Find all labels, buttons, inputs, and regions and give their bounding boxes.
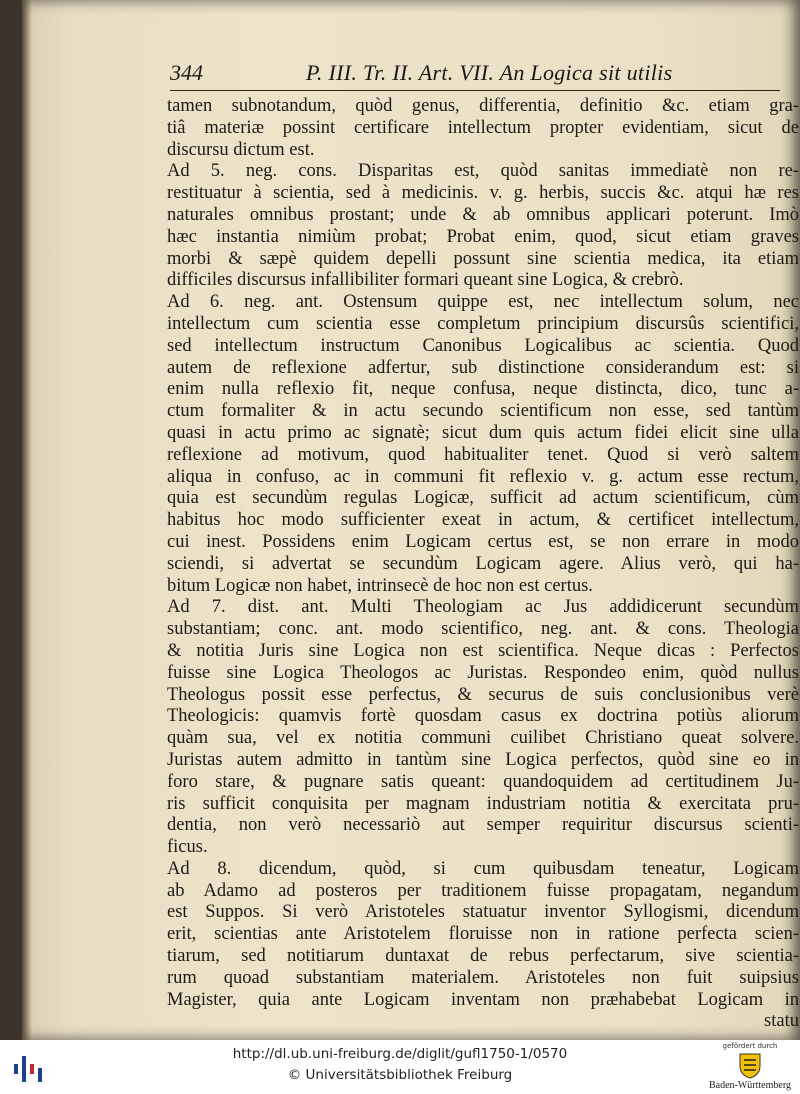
text-line: enim nulla reflexio fit, neque confusa, neque distincta, dico, tunc a- bbox=[167, 379, 799, 400]
text-line: dentia, non verò necessariò aut semper requiritur discursus scienti- bbox=[167, 815, 799, 836]
text-line: bitum Logicæ non habet, intrinsecè de hoc non est certus. bbox=[167, 575, 593, 596]
text-line: erit, scientias ante Aristotelem floruisse non in ratione perfecta scien- bbox=[167, 924, 799, 945]
text-line: hæc instantia nimiùm probat; Probat enim, quod, sicut etiam graves bbox=[167, 226, 799, 247]
text-line: statu bbox=[764, 1011, 799, 1032]
text-line: ris sufficit conquisita per magnam industriam notitia & exercitata pru- bbox=[167, 793, 799, 814]
running-head: P. III. Tr. II. Art. VII. An Logica sit utilis bbox=[306, 60, 673, 85]
text-line: Ad 5. neg. cons. Disparitas est, quòd sanitas immediatè non re- bbox=[167, 161, 799, 182]
text-line: tiarum, sed notitiarum duntaxat de rebus perfectarum, sive scientia- bbox=[167, 946, 799, 967]
coat-of-arms-icon bbox=[738, 1052, 762, 1079]
text-line: morbi & sæpè quidem depelli possunt sine scientia medica, ita etiam bbox=[167, 248, 799, 269]
text-line: sed intellectum instructum Canonibus Logicalibus ac scientia. Quod bbox=[167, 335, 799, 356]
header-rule bbox=[170, 90, 780, 91]
text-line: Theologus possit esse perfectus, & securus de suis conclusionibus verè bbox=[167, 684, 799, 705]
text-line: intellectum cum scientia esse completum principium discursûs scientifici, bbox=[167, 313, 799, 334]
text-line: Juristas autem admitto in tantùm sine Logica perfectos, quòd sine eo in bbox=[167, 749, 799, 770]
text-line: quia est secundùm regulas Logicæ, sufficit ad actum scientificum, cùm bbox=[167, 488, 799, 509]
body-text bbox=[167, 96, 799, 1033]
sponsor-name: Baden-Württemberg bbox=[708, 1080, 791, 1091]
text-line: ab Adamo ad posteros per traditionem fuisse propagatam, negandum bbox=[167, 880, 799, 901]
text-line: cui inest. Possidens enim Logicam certus est, se non errare in modo bbox=[167, 531, 799, 552]
text-line: discursu dictum est. bbox=[167, 139, 315, 160]
text-line: & notitia Juris sine Logica non est scientifica. Neque dicas : Perfectos bbox=[167, 640, 799, 661]
text-line: Ad 6. neg. ant. Ostensum quippe est, nec intellectum solum, nec bbox=[167, 292, 799, 313]
text-line: rum quoad substantiam materialem. Aristoteles non fuit suipsius bbox=[167, 967, 799, 988]
text-line: restituatur à scientia, sed à medicinis. v. g. herbis, succis &c. atqui hæ res bbox=[167, 183, 799, 204]
text-line: naturales omnibus prostant; unde & ab omnibus applicari poterunt. Imò bbox=[167, 204, 799, 225]
text-line: autem de reflexione adfertur, sub distinctione considerandum est: si bbox=[167, 357, 799, 378]
text-line: Ad 8. dicendum, quòd, si cum quibusdam teneatur, Logicam bbox=[167, 858, 799, 879]
page-url-link[interactable]: http://dl.ub.uni-freiburg.de/diglit/gufl1750-1/0570 bbox=[232, 1046, 568, 1062]
sponsor-label: gefördert durch bbox=[722, 1042, 778, 1050]
text-line: ctum formaliter & in actu secundo scientificum non esse, sed tantùm bbox=[167, 401, 799, 422]
text-line: reflexione ad motivum, quod habitualiter tenet. Quod si verò saltem bbox=[167, 444, 799, 465]
text-line: tiâ materiæ possint certificare intellectum propter evidentiam, sicut de bbox=[167, 117, 799, 138]
text-line: Ad 7. dist. ant. Multi Theologiam ac Jus addidicerunt secundùm bbox=[167, 597, 799, 618]
page-number: 344 bbox=[170, 60, 203, 85]
text-line: substantiam; conc. ant. modo scientifico, neg. ant. & cons. Theologia bbox=[167, 619, 799, 640]
text-line: quasi in actu primo ac signatè; sicut dum quis actum fidei elicit sine ulla bbox=[167, 422, 799, 443]
page-header bbox=[170, 58, 780, 94]
book-page bbox=[22, 0, 800, 1040]
text-line: habitus hoc modo sufficienter exeat in actum, & certificet intellectum, bbox=[167, 510, 799, 531]
text-line: aliqua in confuso, ac in communi fit reflexio v. g. actum esse rectum, bbox=[167, 466, 799, 487]
text-line: fuisse sine Logica Theologos ac Juristas. Respondeo enim, quòd nullus bbox=[167, 662, 799, 683]
text-line: Magister, quia ante Logicam inventam non præhabebat Logicam in bbox=[167, 989, 799, 1010]
text-line: tamen subnotandum, quòd genus, differentia, definitio &c. etiam gra- bbox=[167, 96, 799, 116]
text-line: quàm sua, vel ex notitia communi cuilibet Christiano queat solvere. bbox=[167, 728, 799, 749]
text-line: foro stare, & pugnare satis queant: quandoquidem ad certitudinem Ju- bbox=[167, 771, 799, 792]
sponsor-block bbox=[700, 1040, 800, 1094]
text-line: Theologicis: quamvis fortè quosdam casus ex doctrina potiùs aliorum bbox=[167, 706, 799, 727]
footer-bar bbox=[0, 1040, 800, 1094]
text-line: sciendi, si advertat se secundùm Logicam agere. Alius verò, qui ha- bbox=[167, 553, 799, 574]
text-line: difficiles discursus infallibiliter formari queant sine Logica, & crebrò. bbox=[167, 270, 684, 291]
text-line: est Suppos. Si verò Aristoteles statuatur inventor Syllogismi, dicendum bbox=[167, 902, 799, 923]
text-line: ficus. bbox=[167, 837, 208, 858]
copyright-notice: © Universitätsbibliothek Freiburg bbox=[287, 1067, 513, 1083]
